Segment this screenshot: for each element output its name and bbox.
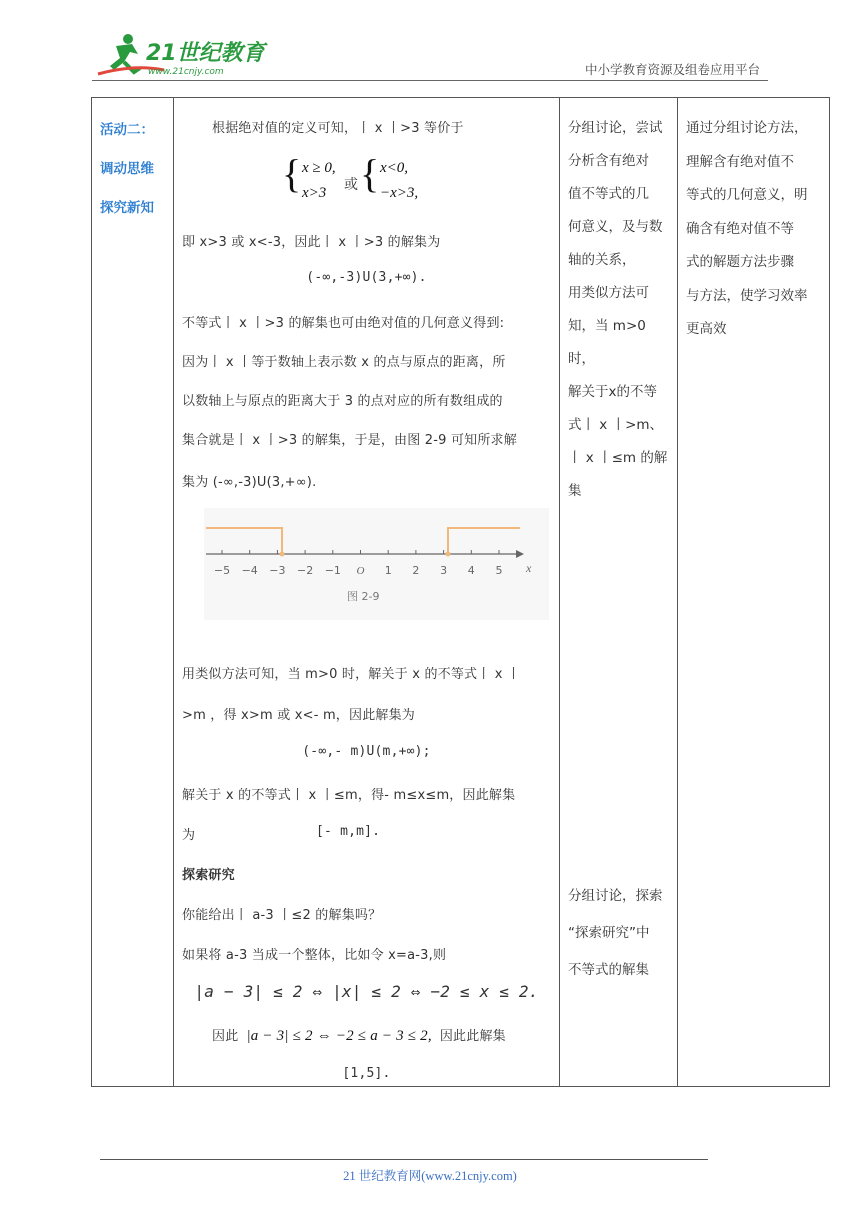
text-line: 何意义，及与数 xyxy=(568,219,663,235)
axis-tick-label: −4 xyxy=(241,564,258,577)
paragraph: 为 xyxy=(182,828,196,843)
content-cell xyxy=(174,98,560,1087)
logo-text: 21世纪教育 xyxy=(146,41,265,66)
paragraph: 即 x>3 或 x<-3，因此丨 x 丨>3 的解集为 xyxy=(182,235,441,250)
conclusion-line xyxy=(212,1025,551,1045)
axis-tick-label: 2 xyxy=(412,564,420,577)
solution-set: (-∞,- m)U(m,+∞); xyxy=(302,744,431,759)
number-line-figure xyxy=(204,508,549,620)
design-intent-cell xyxy=(678,98,830,1087)
paragraph: 不等式丨 x 丨>3 的解集也可由绝对值的几何意义得到: xyxy=(182,316,505,331)
paragraph: >m ，得 x>m 或 x<- m，因此解集为 xyxy=(182,708,416,723)
system-line: x ≥ 0, xyxy=(302,160,336,176)
conclusion-prefix: 因此 xyxy=(212,1029,239,1044)
inequality-system xyxy=(282,151,442,212)
axis-tick-label: 4 xyxy=(467,564,475,577)
text-line: 集 xyxy=(568,483,582,499)
stage-label: 探究新知 xyxy=(100,200,154,216)
system-line: x<0, xyxy=(380,160,409,176)
text-line: 与方法，使学习效率 xyxy=(686,287,808,304)
text-line: 更高效 xyxy=(686,321,727,337)
text-line: 用类似方法可 xyxy=(568,285,649,301)
text-line: 知，当 m>0 时， xyxy=(568,318,646,367)
text-line: 值不等式的几 xyxy=(568,186,649,202)
student-activity-block xyxy=(568,112,671,508)
platform-name: 中小学教育资源及组卷应用平台 xyxy=(584,62,760,77)
open-point xyxy=(280,552,285,557)
axis-tick-label: −1 xyxy=(324,564,341,577)
text-line: 等式的几何意义，明 xyxy=(686,187,808,203)
text-line: 解关于x的不等 xyxy=(568,384,657,400)
system-line: −x>3, xyxy=(380,185,419,201)
text-line: 通过分组讨论方法， xyxy=(686,120,808,136)
text-line: 不等式的解集 xyxy=(568,962,649,978)
text-line: 分析含有绝对 xyxy=(568,153,649,169)
figure-caption: 图 2-9 xyxy=(347,590,380,603)
text-line: 丨 x 丨≤m 的解 xyxy=(568,450,668,466)
formula: |a − 3| ≤ 2 ⇔ |x| ≤ 2 ⇔ −2 ≤ x ≤ 2. xyxy=(194,982,539,1001)
text-line: 式的解题方法步骤 xyxy=(686,254,794,270)
solution-set: [1,5]. xyxy=(342,1066,391,1081)
lesson-table xyxy=(91,97,830,1087)
text-line: 分组讨论，探索 xyxy=(568,888,663,904)
text-line: 轴的关系， xyxy=(568,252,636,268)
text-line: 分组讨论，尝试 xyxy=(568,120,663,136)
conclusion-suffix: 因此此解集 xyxy=(439,1029,506,1044)
paragraph: 集合就是丨 x 丨>3 的解集，于是，由图 2-9 可知所求解 xyxy=(182,433,517,448)
solution-set: (-∞,-3)U(3,+∞). xyxy=(306,270,427,285)
axis-tick-label: 3 xyxy=(440,564,448,577)
paragraph: 如果将 a-3 当成一个整体，比如令 x=a-3,则 xyxy=(182,948,447,963)
right-brace: { xyxy=(360,151,380,196)
left-brace: { xyxy=(282,151,302,196)
stage-label: 活动二： xyxy=(100,122,154,138)
text-line: 理解含有绝对值不 xyxy=(686,153,794,170)
stage-label: 调动思维 xyxy=(100,161,154,177)
axis-tick-label: 5 xyxy=(495,564,503,577)
paragraph: 因为丨 x 丨等于数轴上表示数 x 的点与原点的距离，所 xyxy=(182,355,506,370)
stage-cell xyxy=(92,98,174,1087)
axis-variable: x xyxy=(526,561,532,575)
student-activity-block xyxy=(568,878,671,989)
logo-url: www.21cnjy.com xyxy=(148,67,224,77)
paragraph: 用类似方法可知，当 m>0 时，解关于 x 的不等式丨 x 丨 xyxy=(182,667,521,682)
design-intent-block xyxy=(686,112,823,347)
formula: |a − 3| ≤ 2 ⇔ −2 ≤ a − 3 ≤ 2, xyxy=(246,1028,432,1044)
axis-tick-label: O xyxy=(356,565,365,577)
solution-set: [- m,m]. xyxy=(316,824,381,839)
paragraph: 你能给出丨 a-3 丨≤2 的解集吗？ xyxy=(182,908,382,923)
text-line: “探索研究”中 xyxy=(568,925,650,941)
footer-divider xyxy=(100,1159,708,1160)
system-line: x>3 xyxy=(302,185,327,201)
system-or: 或 xyxy=(344,177,358,193)
text-line: 确含有绝对值不等 xyxy=(686,220,794,237)
paragraph: 根据绝对值的定义可知，丨 x 丨>3 等价于 xyxy=(212,121,464,136)
site-logo xyxy=(94,30,274,80)
paragraph: 集为 (-∞,-3)U(3,+∞). xyxy=(182,475,317,490)
footer-text: 21 世纪教育网(www.21cnjy.com) xyxy=(343,1169,517,1183)
table-row xyxy=(92,98,830,1087)
open-point xyxy=(446,552,451,557)
text-line: 式丨 x 丨>m、 xyxy=(568,417,664,433)
axis-tick-label: −5 xyxy=(213,564,231,577)
student-activity-cell xyxy=(560,98,678,1087)
axis-tick-label: −3 xyxy=(269,564,286,577)
header-divider xyxy=(92,80,768,81)
section-heading: 探索研究 xyxy=(182,868,235,883)
axis-tick-label: −2 xyxy=(296,564,314,577)
paragraph: 解关于 x 的不等式丨 x 丨≤m，得- m≤x≤m，因此解集 xyxy=(182,788,516,803)
paragraph: 以数轴上与原点的距离大于 3 的点对应的所有数组成的 xyxy=(182,394,503,409)
axis-tick-label: 1 xyxy=(384,564,392,577)
